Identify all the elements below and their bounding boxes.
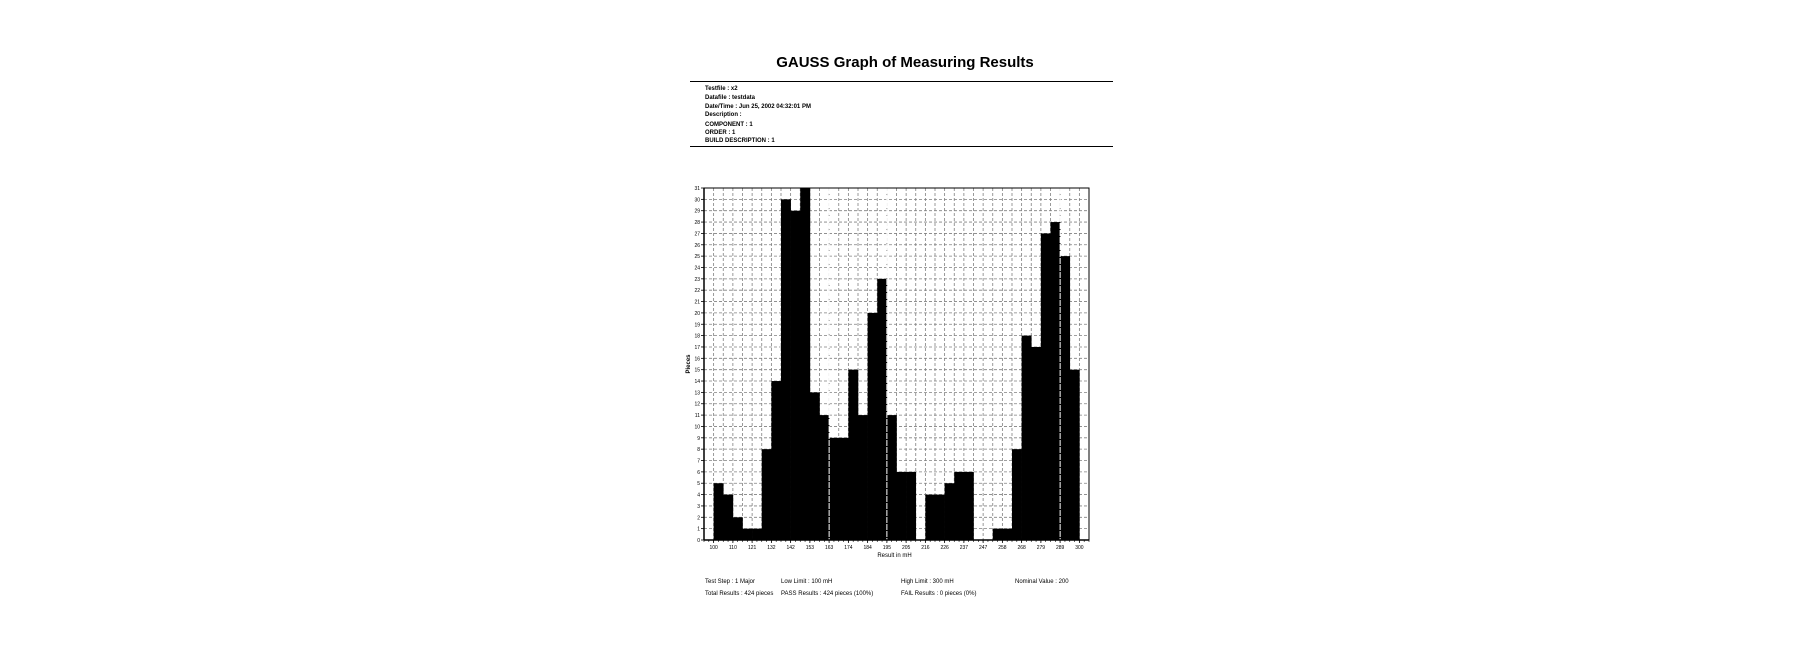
y-tick-label: 9: [697, 435, 700, 442]
bar: [1002, 529, 1012, 540]
y-tick-label: 26: [694, 242, 700, 249]
x-tick-label: 289: [1055, 545, 1065, 551]
y-tick-label: 2: [697, 515, 700, 522]
y-tick-label: 15: [694, 367, 700, 374]
info-datetime: Date/Time : Jun 25, 2002 04:32:01 PM: [705, 104, 811, 110]
bar: [887, 415, 897, 540]
y-tick-label: 24: [694, 265, 700, 272]
y-tick-label: 4: [697, 492, 700, 499]
info-component: COMPONENT : 1: [705, 122, 753, 128]
x-tick-label: 195: [882, 545, 892, 551]
bar: [1031, 347, 1041, 540]
info-datafile: Datafile : testdata: [705, 95, 756, 101]
bar: [1012, 449, 1022, 540]
x-tick-label: 247: [978, 545, 988, 551]
bar: [945, 483, 955, 540]
footer-nominal-value: Nominal Value : 200: [1015, 579, 1069, 585]
y-tick-label: 13: [694, 390, 700, 397]
x-tick-label: 205: [901, 545, 911, 551]
y-tick-label: 12: [694, 401, 700, 408]
y-tick-label: 28: [694, 220, 700, 227]
x-tick-label: 216: [921, 545, 930, 551]
bar: [897, 472, 907, 540]
bar: [723, 495, 733, 540]
x-tick-label: 268: [1017, 545, 1026, 551]
x-tick-label: 100: [709, 545, 718, 551]
bar: [810, 392, 820, 540]
bar: [964, 472, 974, 540]
bar: [868, 313, 878, 540]
y-tick-label: 8: [697, 447, 700, 454]
y-tick-label: 17: [694, 344, 700, 351]
bar: [762, 449, 772, 540]
info-description: Description :: [705, 112, 742, 118]
page-title: GAUSS Graph of Measuring Results: [776, 54, 1034, 71]
x-tick-label: 226: [940, 545, 949, 551]
info-testfile: Testfile : x2: [705, 86, 738, 92]
y-tick-label: 1: [697, 526, 700, 533]
info-build-description: BUILD DESCRIPTION : 1: [705, 138, 775, 144]
x-tick-label: 142: [786, 545, 795, 551]
y-tick-label: 31: [694, 186, 700, 192]
y-tick-label: 29: [694, 208, 700, 215]
bar: [829, 438, 839, 540]
bar: [877, 279, 887, 540]
bar: [791, 211, 801, 540]
x-axis-label: Result in mH: [877, 553, 912, 559]
y-tick-label: 25: [694, 254, 700, 261]
bar: [1070, 370, 1080, 540]
bar: [1022, 336, 1032, 540]
y-tick-label: 22: [694, 288, 700, 295]
x-tick-label: 174: [844, 545, 853, 551]
x-ticks: [704, 540, 1089, 551]
bar: [839, 438, 849, 540]
y-tick-label: 11: [694, 413, 700, 420]
bar: [771, 381, 781, 540]
x-tick-label: 132: [767, 545, 776, 551]
bar: [954, 472, 964, 540]
x-tick-label: 163: [824, 545, 834, 551]
footer-test-step: Test Step : 1 Major: [705, 579, 756, 585]
y-tick-label: 0: [697, 538, 700, 544]
x-tick-label: 237: [959, 545, 969, 551]
y-tick-label: 20: [694, 310, 700, 317]
x-tick-label: 121: [747, 545, 757, 551]
bar: [906, 472, 916, 540]
y-tick-label: 3: [697, 503, 700, 510]
footer-total-results: Total Results : 424 pieces: [705, 591, 774, 597]
footer-high-limit: High Limit : 300 mH: [901, 579, 954, 585]
info-order: ORDER : 1: [705, 130, 736, 136]
bar: [993, 529, 1003, 540]
x-tick-label: 184: [863, 545, 872, 551]
x-tick-label: 258: [998, 545, 1007, 551]
y-ticks: [694, 186, 704, 544]
y-tick-label: 21: [694, 299, 700, 306]
bar: [848, 370, 858, 540]
bar: [1041, 233, 1051, 540]
y-tick-label: 19: [694, 322, 700, 329]
y-tick-label: 10: [694, 424, 700, 431]
y-tick-label: 18: [694, 333, 700, 340]
y-tick-label: 23: [694, 276, 700, 283]
bar: [743, 529, 753, 540]
bar: [858, 415, 868, 540]
x-tick-label: 279: [1036, 545, 1046, 551]
bar: [820, 415, 830, 540]
y-tick-label: 27: [694, 231, 700, 238]
bar: [800, 188, 810, 540]
bar: [733, 517, 743, 540]
y-axis-label: Pieces: [686, 354, 692, 374]
x-tick-label: 300: [1075, 545, 1084, 551]
x-tick-label: 110: [728, 545, 737, 551]
y-tick-label: 7: [697, 458, 700, 465]
bar: [935, 495, 945, 540]
y-tick-label: 30: [694, 197, 700, 204]
footer-fail-results: FAIL Results : 0 pieces (0%): [901, 591, 977, 597]
bar: [752, 529, 762, 540]
y-tick-label: 6: [697, 469, 700, 476]
bar: [1060, 256, 1070, 540]
bar: [781, 199, 791, 540]
bar: [1051, 222, 1061, 540]
y-tick-label: 16: [694, 356, 700, 363]
bar: [925, 495, 935, 540]
footer-low-limit: Low Limit : 100 mH: [781, 579, 833, 585]
footer-pass-results: PASS Results : 424 pieces (100%): [781, 591, 874, 597]
y-tick-label: 14: [694, 379, 700, 386]
x-tick-label: 153: [805, 545, 815, 551]
bar: [714, 483, 724, 540]
y-tick-label: 5: [697, 481, 700, 488]
